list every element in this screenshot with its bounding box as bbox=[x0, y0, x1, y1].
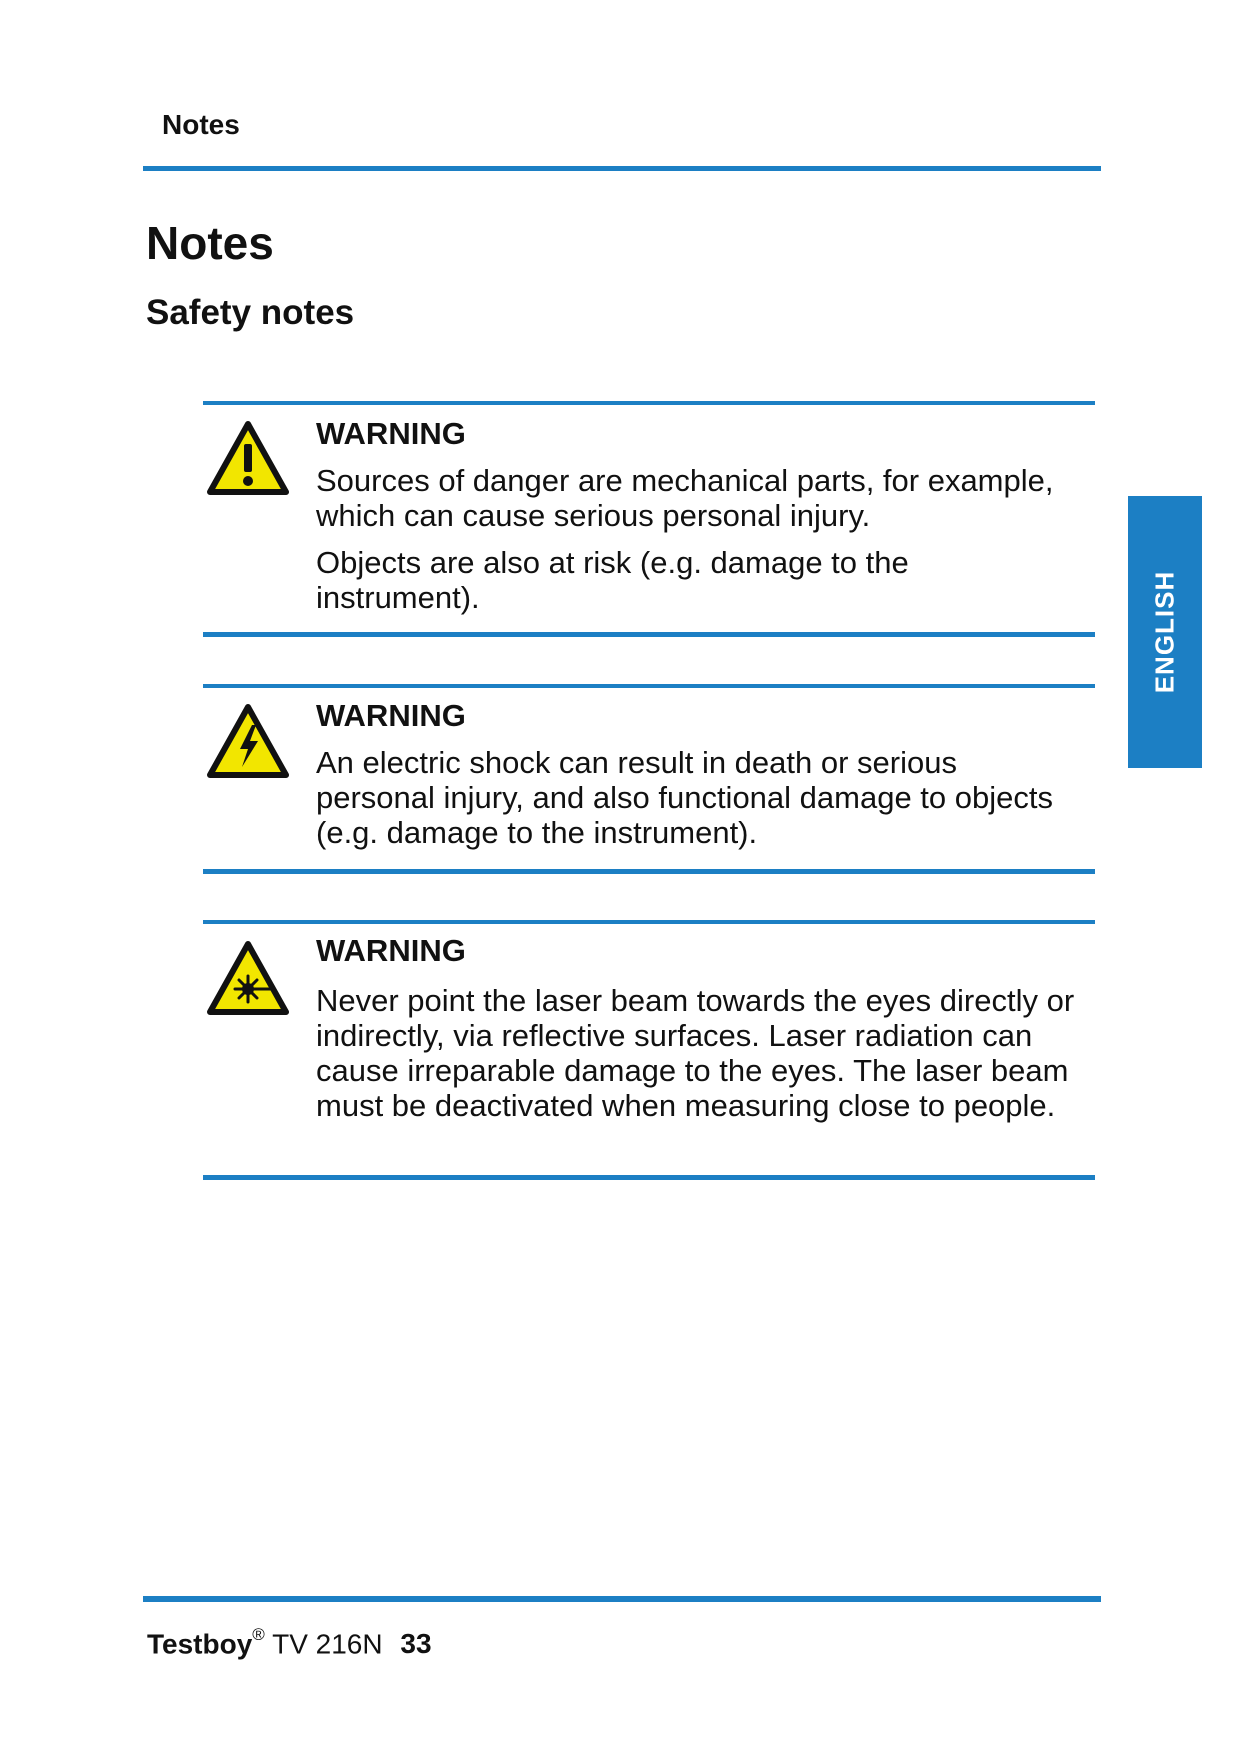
trademark-symbol: ® bbox=[252, 1625, 265, 1644]
language-tab-label: ENGLISH bbox=[1149, 570, 1180, 694]
warning-1-text-1: Sources of danger are mechanical parts, for example, which can cause serious personal injury. bbox=[316, 463, 1054, 533]
warning-3-text: Never point the laser beam towards the eyes directly or indirectly, via reflective surfaces. Laser radiation can cause irreparable damage to the eyes. The laser beam must be deactivated when measuring close to people. bbox=[316, 983, 1075, 1123]
page-title: Notes bbox=[146, 217, 274, 269]
warning-1-text-2: Objects are also at risk (e.g. damage to the instrument). bbox=[316, 545, 909, 615]
warning-1-top-rule bbox=[203, 401, 1095, 405]
warning-2-top-rule bbox=[203, 684, 1095, 688]
running-header: Notes bbox=[162, 109, 240, 140]
warning-3-bottom-rule bbox=[203, 1175, 1095, 1180]
section-title: Safety notes bbox=[146, 293, 355, 332]
header-rule bbox=[143, 166, 1101, 171]
warning-3-top-rule bbox=[203, 920, 1095, 924]
page-number: 33 bbox=[400, 1628, 432, 1660]
warning-2-text: An electric shock can result in death or serious personal injury, and also functional damage to objects (e.g. damage to the instrument). bbox=[316, 745, 1053, 850]
warning-2-bottom-rule bbox=[203, 869, 1095, 874]
warning-1-heading: WARNING bbox=[316, 416, 466, 451]
laser-warning-icon bbox=[206, 940, 290, 1016]
electric-shock-warning-icon bbox=[206, 703, 290, 779]
warning-1-bottom-rule bbox=[203, 632, 1095, 637]
footer-rule bbox=[143, 1596, 1101, 1602]
footer bbox=[147, 1625, 432, 1660]
footer-model: TV 216N bbox=[272, 1628, 383, 1660]
warning-2-heading: WARNING bbox=[316, 698, 466, 733]
language-tab[interactable] bbox=[1128, 496, 1202, 768]
warning-3-heading: WARNING bbox=[316, 933, 466, 968]
general-warning-icon bbox=[206, 420, 290, 496]
footer-brand: Testboy bbox=[147, 1628, 253, 1660]
